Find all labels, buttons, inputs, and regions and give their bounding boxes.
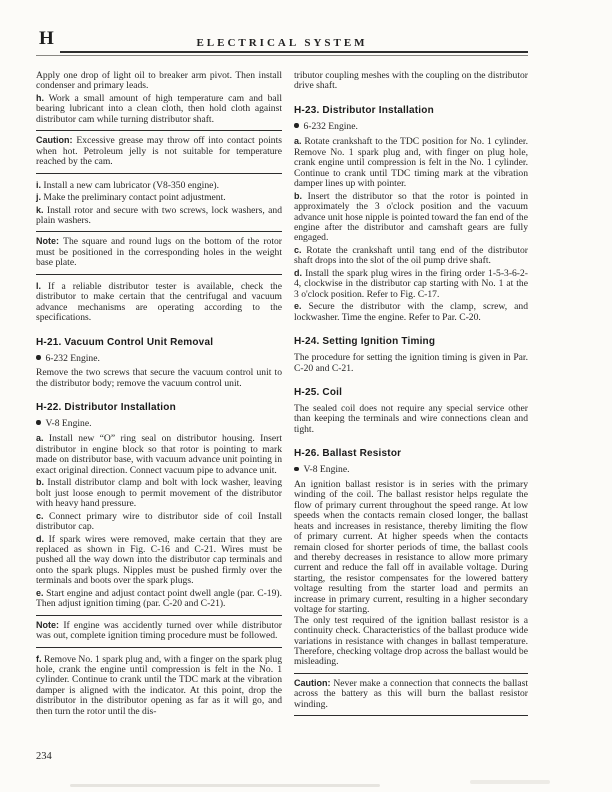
section-letter: H xyxy=(39,28,54,49)
item-letter: f. xyxy=(36,653,42,664)
engine-type-label: 6-232 Engine. xyxy=(303,120,358,132)
item-letter: b. xyxy=(36,477,44,488)
lettered-item xyxy=(36,511,282,533)
item-text: Secure the distributor with the clamp, screw, and lockwasher. Time the engine. Refer to Par. C-20. xyxy=(294,301,528,323)
paragraph: tributor coupling meshes with the coupling on the distributor drive shaft. xyxy=(294,70,528,92)
lettered-item xyxy=(36,93,282,125)
item-letter: b. xyxy=(294,190,302,201)
scan-artifact xyxy=(70,784,380,787)
note-block xyxy=(36,231,282,274)
item-text: Install rotor and secure with two screws, lock washers, and plain washers. xyxy=(36,204,282,226)
engine-type-label: V-8 Engine. xyxy=(45,417,92,429)
note-block xyxy=(36,615,282,648)
item-text: Insert the distributor so that the rotor is pointed in approximately the 3 o'clock position and the vacuum advance unit hose nipple is pointed toward the fan end of the engine after the distributor and camshaft gears are fully engaged. xyxy=(294,190,528,244)
lettered-item xyxy=(36,534,282,587)
lettered-item xyxy=(294,191,528,244)
lettered-item xyxy=(36,477,282,509)
section-heading: H-25. Coil xyxy=(294,386,343,398)
scan-artifact xyxy=(470,780,550,784)
paragraph: Apply one drop of light oil to breaker arm pivot. Then install condenser and primary leads. xyxy=(36,70,282,92)
item-text: Remove No. 1 spark plug and, with a finger on the spark plug hole, crank the engine until compression is felt in the No. 1 cylinder. Continue to crank until the TDC mark at the vibration damper is aligned with the indicator. At this point, drop the distributor in the distributor opening as far as it will go, and then turn the rotor until the dis- xyxy=(36,653,282,717)
item-text: Work a small amount of high temperature cam and ball bearing lubricant into a clean cloth, then hold cloth against distributor cam while turning distributor shaft. xyxy=(36,92,282,125)
item-letter: d. xyxy=(36,533,44,544)
callout-label: Note: xyxy=(36,236,64,247)
bullet-icon xyxy=(36,355,41,360)
item-letter: l. xyxy=(36,280,42,291)
paragraph: An ignition ballast resistor is in series with the primary winding of the coil. The ballast resistor helps regulate the flow of primary current throughout the speed range. At low speeds when the contacts remain closed longer, the ballast heats and increases in resistance, thereby limiting the flow of primary current. At higher speeds when the contacts remain closed for shorter periods of time, the ballast cools and thereby decreases in resistance to allow more primary current and reduce the fall off in available voltage. During starting, the resistor compensates for the lowered battery voltage resulting from the starter load and permits an increase in primary current, resulting in a higher secondary voltage for starting. xyxy=(294,478,528,616)
callout-text: Never make a connection that connects the ballast across the battery as this will burn the ballast resistor winding. xyxy=(294,677,529,710)
page-title: ELECTRICAL SYSTEM xyxy=(196,37,368,49)
header-rule-thick xyxy=(60,51,528,53)
callout-label: Note: xyxy=(36,619,64,630)
item-text: Start engine and adjust contact point dwell angle (par. C-19). Then adjust ignition timing (par. C-20 and C-21). xyxy=(36,587,282,610)
item-letter: e. xyxy=(36,587,44,598)
item-letter: a. xyxy=(36,433,44,444)
lettered-item xyxy=(294,136,528,189)
item-letter: a. xyxy=(294,136,302,147)
item-text: Rotate the crankshaft until tang end of the distributor shaft drops into the slot of the oil pump drive shaft. xyxy=(294,244,528,267)
paragraph: Remove the two screws that secure the vacuum control unit to the distributor body; remove the vacuum control unit. xyxy=(36,367,282,389)
right-column xyxy=(294,71,528,722)
item-text: Make the preliminary contact point adjustment. xyxy=(41,192,226,204)
item-letter: d. xyxy=(294,267,302,278)
page-content xyxy=(36,71,528,722)
item-text: Install new “O” ring seal on distributor housing. Insert distributor in engine block so that rotor is pointing to mark made on distributor base, with vacuum advance unit pointing in exact original direction. Connect vacuum pipe to advance unit. xyxy=(36,433,282,476)
lettered-item xyxy=(294,268,528,300)
section-heading: H-23. Distributor Installation xyxy=(294,104,434,116)
paragraph: The procedure for setting the ignition timing is given in Par. C-20 and C-21. xyxy=(294,352,528,374)
engine-type-label: 6-232 Engine. xyxy=(45,352,100,364)
item-text: Rotate crankshaft to the TDC position for No. 1 cylinder. Remove No. 1 spark plug and, with finger on plug hole, crank engine until compression is felt in the No. 1 cylinder. Continue to crank until TDC timing mark at the vibration damper lines up with pointer. xyxy=(294,136,528,190)
engine-type-line xyxy=(36,419,282,429)
item-letter: e. xyxy=(294,301,302,312)
engine-type-line xyxy=(294,122,528,132)
lettered-item xyxy=(294,245,528,267)
item-text: Install the spark plug wires in the firing order 1-5-3-6-2-4, clockwise in the distributor cap starting with No. 1 at the 3 o'clock position. Refer to Fig. C-17. xyxy=(294,267,528,300)
callout-label: Caution: xyxy=(294,677,334,688)
lettered-item xyxy=(36,205,282,227)
bullet-icon xyxy=(294,123,299,128)
section-heading: H-24. Setting Ignition Timing xyxy=(294,336,436,348)
caution-block xyxy=(36,130,282,173)
engine-type-label: V-8 Engine. xyxy=(303,464,350,476)
section-heading: H-22. Distributor Installation xyxy=(36,401,176,413)
lettered-item xyxy=(36,192,282,203)
lettered-item xyxy=(36,433,282,476)
item-letter: j. xyxy=(36,192,42,203)
section-heading: H-26. Ballast Resistor xyxy=(294,448,402,460)
callout-text: The square and round lugs on the bottom of the rotor must be positioned in the corresponding holes in the weight base plate. xyxy=(36,236,282,269)
paragraph: The only test required of the ignition ballast resistor is a continuity check. Characteristics of the ballast produce wide variations in resistance with changes in ballast temperature. Therefore, checking voltage drop across the ballast would be misleading. xyxy=(294,614,528,668)
engine-type-line xyxy=(294,465,528,475)
page-number: 234 xyxy=(36,751,52,762)
bullet-icon xyxy=(294,467,299,472)
item-letter: k. xyxy=(36,204,44,215)
lettered-item xyxy=(36,654,282,718)
item-letter: c. xyxy=(294,244,302,255)
left-column xyxy=(36,71,282,722)
item-text: Connect primary wire to distributor side of coil Install distributor cap. xyxy=(36,510,282,533)
engine-type-line xyxy=(36,354,282,364)
caution-block xyxy=(294,673,528,716)
header-rule-thin xyxy=(36,55,528,56)
section-heading: H-21. Vacuum Control Unit Removal xyxy=(36,336,214,348)
lettered-item xyxy=(36,588,282,610)
lettered-item xyxy=(294,301,528,323)
item-text: If a reliable distributor tester is available, check the distributor to make certain that the centrifugal and vacuum advance mechanisms are operating according to the specifications. xyxy=(36,280,282,324)
item-letter: c. xyxy=(36,510,44,521)
bullet-icon xyxy=(36,420,41,425)
item-text: Install a new cam lubricator (V8-350 engine). xyxy=(41,179,219,191)
callout-label: Caution: xyxy=(36,135,77,146)
item-text: If spark wires were removed, make certain that they are replaced as shown in Fig. C-16 and C-21. Wires must be pushed all the way down into the distributor cap terminals and onto the spark plugs. Nipples must be pushed firmly over the terminals and boots over the spark plugs. xyxy=(36,533,282,587)
lettered-item xyxy=(36,281,282,324)
item-letter: h. xyxy=(36,92,44,103)
lettered-item xyxy=(36,180,282,191)
callout-text: If engine was accidently turned over while distributor was out, complete ignition timing procedure must be followed. xyxy=(36,619,283,642)
item-letter: i. xyxy=(36,179,42,190)
item-text: Install distributor clamp and bolt with lock washer, leaving bolt just loose enough to permit movement of the distributor with heavy hand pressure. xyxy=(36,477,282,510)
callout-text: Excessive grease may throw off into contact points when hot. Petroleum jelly is not suitable for temperature reached by the cam. xyxy=(36,135,282,168)
paragraph: The sealed coil does not require any special service other than keeping the terminals and wire connections clean and tight. xyxy=(294,402,528,435)
